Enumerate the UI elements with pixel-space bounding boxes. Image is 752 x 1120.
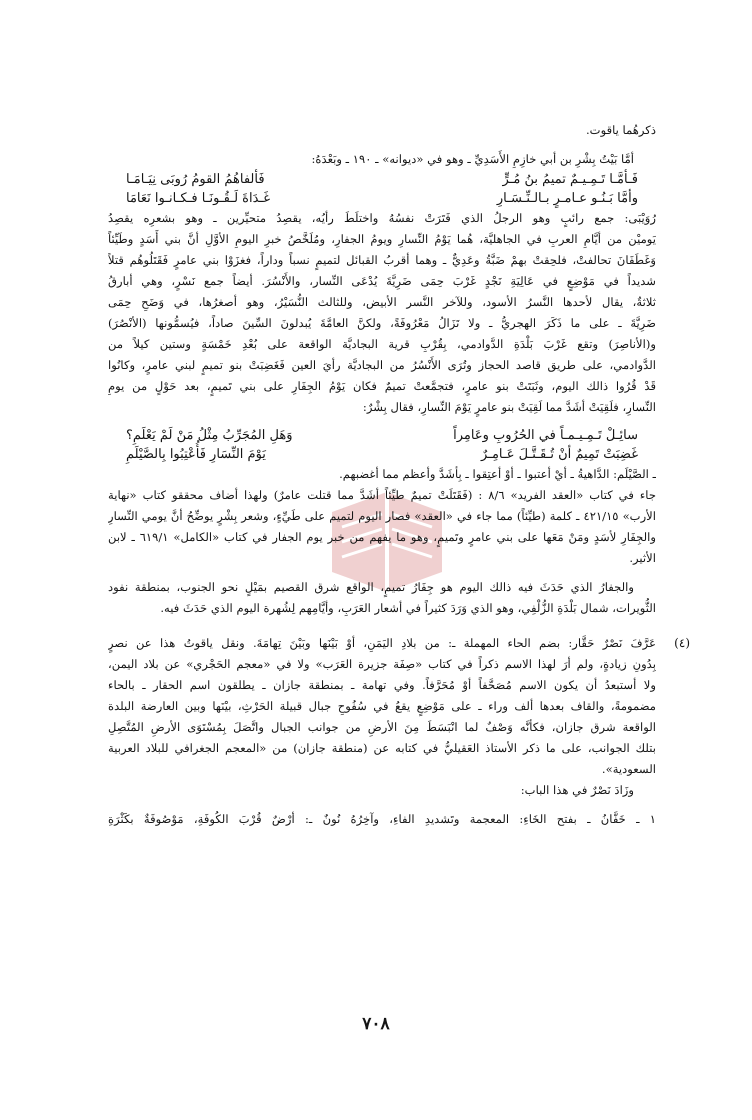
verse-line <box>108 445 656 464</box>
text-line: النِّسارِ، فلَقِيَتْ أشَدَّ مما لَقِيَتْ بنو عامرٍ يَوْمَ النِّسارِ، فقال بِشْرٌ: <box>362 400 656 414</box>
text-line: ١ ـ خَفَّانُ ـ بفتح الخَاءِ: المعجمة وتَشديدِ الفاءِ، وآخِرُهُ نُونٌ ـ: أرْضٌ قُرْبَ الكُوفَةِ، مَوْصُوفَةٌ بكَثْرَةِ <box>108 812 656 826</box>
text-line: مضمومةً، والقاف بعدها ألف وراء ـ على مَوْضِعٍ يقعُ في سُفُوحِ جبال قبيلة الحَرْثِ، بيْنَها وبين العارضة البلدة <box>108 699 656 713</box>
footnote-number: (٤) <box>674 636 690 650</box>
text-line: أمَّا بَيْتُ بِشْرِ بن أبي خازِمِ الأَسَدِيِّ ـ وهو في «ديوانه» ـ ١٩٠ ـ وبَعْدَهُ: <box>311 152 634 166</box>
verse-hemistich: يَوْمَ النِّسَارِ فَأُعْتِبُوا بِالصَّيْلَمِ <box>126 447 266 462</box>
text-line: يَوميْن من أيَّامِ العربِ في الجاهليَّة، هُما يَوْمُ النِّسارِ ويومُ الجفارِ، ومُلَخَّصُ خبرِ اليومِ الأوَّلِ أنَّ بني أَسَدٍ وطَيِّئاً <box>108 232 656 246</box>
text-line: الواقعة شرق جازان، فكأنَّه وَصْفٌ لما انْبَسَطَ مِنَ الأرضِ من جوانب الجبال واتَّصَلَ بِمُسْتَوَى الأرضِ المُتَّصِلِ <box>108 720 656 734</box>
verse-hemistich: فَـأمَّـا تَـمِـيـمٌ تميمُ بنُ مُـرٍّ <box>502 172 638 187</box>
text-line: رُوَيْبَى: جمع رائبٍ وهو الرجلُ الذي فَتَرَتْ نفسُهُ واختلَطَ رأيُه، يقصِدُ متحيِّرين ـ وهو بشعرِه يقصِدُ <box>108 211 656 225</box>
text-line: قَدْ قُرُوا ذالك اليوم، وثَبَتَتْ بنو عامرٍ، فتجمَّعتْ تميمٌ فكان يَوْمُ الجِفَارِ على بني تَميمٍ، بعد حَوْلٍ من يومِ <box>108 379 656 393</box>
verse-hemistich: فَألفاهُمُ القومُ رُوبَى نِيَـامَـا <box>126 172 265 187</box>
text-line: والجِفَارِ لأسَدٍ ومَنْ مَعَها على بني عامرٍ وتَميمٍ، وهو ما يفهم من خبر يوم الجفار في كتاب «الكامل» ٦١٩/١ ـ لابن <box>108 530 656 544</box>
page-body <box>108 120 690 830</box>
text-line: بتلك الجوانب، على ما ذكر الأستاذ العَقيليُّ في كتابه عن (منطقة جازان) من «المعجم الجغرافي للبلاد العربية <box>108 741 656 755</box>
verse-hemistich: غَـدَاةَ لَـقُـونَـا فـكـانـوا نَعَامَا <box>126 191 271 206</box>
text-line: وزَادَ نَصْرٌ في هذا الباب: <box>520 783 634 797</box>
text-line: ثلاثةٌ، يقال لأحدها النَّسرُ الأسود، وللآخر النَّسر الأبيض، وللثالث النُّسَيْرُ، وهو أصغرُها، في وَضَحِ حِمَى <box>108 295 656 309</box>
text-line: و(الأناصِرَ) وتقع غَرْبَ بَلْدَةِ الدَّوادمي، بِقُرْبِ قرية البجاديَّة الواقعة على بُعْدِ خَمْسَةٍ وستين كيلاً من <box>108 337 656 351</box>
text-line: الأرب» ٤٢١/١٥ ـ كلمة (طيِّئاً) مما جاء في «العقد» فصار اليوم لتميم على طَيِّءٍ، وشعر بِشْرٍ يوضِّحُ أنَّ يومي النِّسارِ <box>108 509 656 523</box>
verse-line <box>108 170 656 189</box>
text-line: جاء في كتاب «العقد الفريد» ٨/٦ : (فَقَتَلَتْ تميمٌ طيِّئاً أشَدَّ مما قتلت عامرٌ) ولهذا أضاف محققو كتاب «نهاية <box>108 488 656 502</box>
text-line: السعودية». <box>601 762 656 776</box>
text-line: بِدُونِ زيادةٍ، ولم أرَ لهذا الاسم ذكراً في كتاب «صِفَة جزيرة العَرَب» ولا في «معجم الحَجْري» عن بلاد اليمن، <box>108 657 656 671</box>
text-line: ذكرهُما ياقوت. <box>585 123 656 137</box>
text-line: عَرَّفَ نَصْرٌ حَقَّار: بضم الحاء المهملة ـ: من بلادِ اليَمَنِ، أوْ بَيْنَها وبَيْنَ تِهامَةَ. ونقل ياقوتُ هذا عن نصرٍ <box>108 636 656 650</box>
verse-hemistich: وَهَلِ المُجَرِّبُ مِثْلُ مَنْ لَمْ يَعْلَمِ؟ <box>126 428 293 443</box>
verse-line <box>108 189 656 208</box>
text-line: ـ الصَّيْلَم: الدَّاهيةُ ـ أيْ أعتبوا ـ أوْ أعتِقوا ـ بِأشَدَّ وأعظم مما أغضبهم. <box>339 467 656 481</box>
text-line: الثُّويرات، شمال بَلْدَةِ الزُّلْفِي، وهو الذي وَرَدَ كثيراً في أشعار العَرَبِ، وأيَّامِهم لِشُهرة اليوم الذي حَدَثَ فيه. <box>160 601 656 615</box>
verse-hemistich: غَضِبَتْ تَمِيمٌ أنْ تُـقَـتَّـلَ عَـامِـرٌ <box>480 447 638 462</box>
verse-hemistich: سائِـلْ تَـمِـيـمـاً في الحُرُوبِ وعَامِراً <box>453 428 638 443</box>
text-line: شديداً في مَوْضِعٍ في عَالِيَةِ نَجْدٍ غَرْبَ حِمَى ضَرِيَّةَ يُدْعَى النِّسار، والأَنْسُرَ. أيضاً جمع نَسْرٍ، وهي أبارقُ <box>108 274 656 288</box>
text-line: ضَرِيَّةَ ـ على ما ذَكَرَ الهجريُّ ـ ولا تَزَالُ مَعْرُوفَةً، ولكنَّ العامَّةَ يُبدلونَ السِّينَ صاداً، فيُسمُّونها (الأنْصُرَ) <box>108 316 656 330</box>
text-line: الدَّوادمي، على طريق قاصد الحجاز وتُرَى الأَنْسُرُ من البجاديَّة رأيَ العين فَغَضِبَتْ بنو تميمٍ لبني عامرٍ، وكانُوا <box>108 358 656 372</box>
text-line: وَغَطَفَانَ تحالفتْ، فلحِقتْ بهمْ ضَبَّةُ وعَدِيٌّ ـ وهما أقربُ القبائل لتميمٍ نسباً وداراً، فغزَوْا بني عامرٍ فَقَتَلُوهُم قتلاً <box>108 253 656 267</box>
text-line: والجفارُ الذي حَدَثَ فيه ذالك اليوم هو جِفَارُ تميمٍ، الواقع شرق القصيم بمَيْلٍ نحو الجنوب، بمنطقة نفود <box>108 580 634 594</box>
verse-line <box>108 426 656 445</box>
page-number: ٧٠٨ <box>362 1014 390 1034</box>
text-line: الأثير. <box>629 551 656 565</box>
text-line: ولا أستبعدُ أن يكون الاسم مُصَحَّفاً أوْ مُحَرَّفاً. وفي تهامة ـ بمنطقة جازان ـ يطلقون اسم الحقار ـ بالحاء <box>108 678 656 692</box>
verse-hemistich: وأمَّا بَـنُـو عـامـرٍ بـالـنِّـسَـارِ <box>496 191 638 206</box>
footnote <box>108 633 690 654</box>
